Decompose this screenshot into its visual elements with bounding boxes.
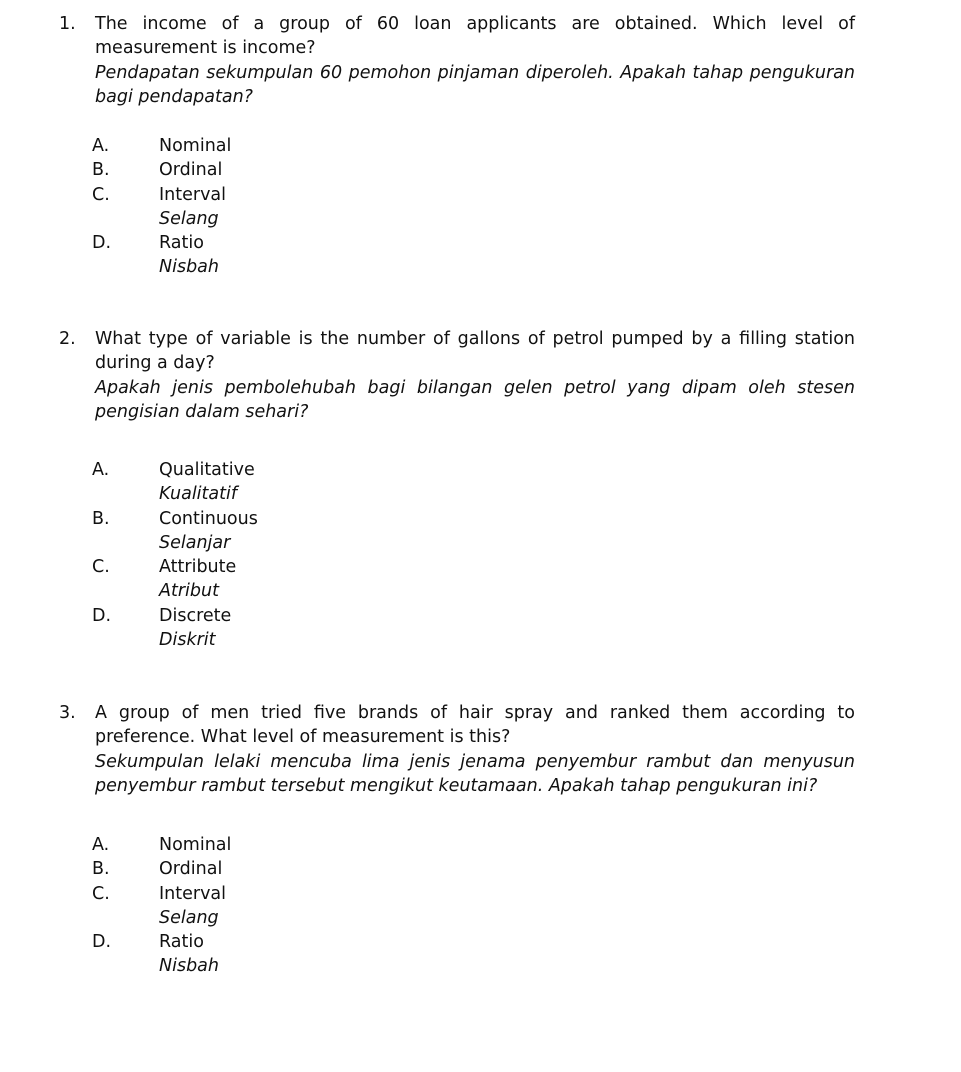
question-number: 3. bbox=[59, 703, 76, 723]
option-label: Ratio bbox=[159, 932, 204, 953]
option-d-translation bbox=[0, 954, 961, 978]
option-c-translation bbox=[0, 906, 961, 930]
option-label-malay: Diskrit bbox=[159, 630, 216, 651]
option-label: Nominal bbox=[159, 136, 232, 156]
options-q3 bbox=[0, 833, 961, 979]
question-text-english: The income of a group of 60 loan applicants are obtained. Which level of measurement is income? bbox=[95, 14, 855, 59]
option-b-translation bbox=[0, 531, 961, 555]
option-label-malay: Selanjar bbox=[159, 532, 231, 553]
option-label-malay: Nisbah bbox=[159, 956, 219, 977]
option-letter: C. bbox=[92, 557, 110, 578]
option-label: Ordinal bbox=[159, 160, 223, 181]
option-d-translation bbox=[0, 255, 961, 279]
option-a[interactable] bbox=[0, 458, 961, 482]
option-c-translation bbox=[0, 579, 961, 603]
question-text-english: A group of men tried five brands of hair spray and ranked them according to preference. What level of measurement is this? bbox=[95, 703, 855, 748]
option-label: Continuous bbox=[159, 508, 258, 529]
option-a[interactable] bbox=[0, 134, 961, 158]
option-c-translation bbox=[0, 207, 961, 231]
option-b[interactable] bbox=[0, 158, 961, 182]
options-q1 bbox=[0, 134, 961, 280]
option-letter: D. bbox=[92, 605, 112, 626]
option-label-malay: Atribut bbox=[159, 581, 219, 602]
option-label: Discrete bbox=[159, 605, 232, 626]
option-label: Attribute bbox=[159, 557, 237, 578]
option-c[interactable] bbox=[0, 882, 961, 906]
question-number: 1. bbox=[59, 14, 76, 34]
option-letter: B. bbox=[92, 859, 110, 880]
question-text-malay: Pendapatan sekumpulan 60 pemohon pinjaman diperoleh. Apakah tahap pengukuran bagi pendapatan? bbox=[95, 62, 855, 107]
option-d[interactable] bbox=[0, 604, 961, 628]
question-text bbox=[95, 327, 855, 424]
question-text bbox=[95, 701, 855, 798]
option-letter: D. bbox=[92, 233, 112, 254]
question-text bbox=[95, 12, 855, 109]
option-d[interactable] bbox=[0, 930, 961, 954]
option-letter: A. bbox=[92, 835, 110, 855]
option-label: Ratio bbox=[159, 233, 204, 254]
option-label: Interval bbox=[159, 184, 227, 205]
option-label-malay: Selang bbox=[159, 907, 219, 928]
option-letter: B. bbox=[92, 160, 110, 181]
option-d-translation bbox=[0, 628, 961, 652]
option-c[interactable] bbox=[0, 555, 961, 579]
question-text-malay: Apakah jenis pembolehubah bagi bilangan gelen petrol yang dipam oleh stesen pengisian dalam sehari? bbox=[95, 377, 855, 422]
option-b[interactable] bbox=[0, 507, 961, 531]
option-label-malay: Nisbah bbox=[159, 257, 219, 278]
option-a[interactable] bbox=[0, 833, 961, 857]
option-letter: A. bbox=[92, 136, 110, 156]
option-a-translation bbox=[0, 482, 961, 506]
question-number: 2. bbox=[59, 329, 76, 349]
option-label: Qualitative bbox=[159, 460, 255, 480]
option-letter: C. bbox=[92, 184, 110, 205]
question-text-malay: Sekumpulan lelaki mencuba lima jenis jenama penyembur rambut dan menyusun penyembur rambut tersebut mengikut keutamaan. Apakah tahap pengukuran ini? bbox=[95, 751, 855, 796]
option-label-malay: Kualitatif bbox=[159, 484, 238, 505]
option-c[interactable] bbox=[0, 183, 961, 207]
option-label: Ordinal bbox=[159, 859, 223, 880]
option-letter: B. bbox=[92, 508, 110, 529]
options-q2 bbox=[0, 458, 961, 652]
option-label: Nominal bbox=[159, 835, 232, 855]
option-letter: C. bbox=[92, 883, 110, 904]
option-letter: D. bbox=[92, 932, 112, 953]
option-label-malay: Selang bbox=[159, 208, 219, 229]
option-label: Interval bbox=[159, 883, 227, 904]
option-b[interactable] bbox=[0, 857, 961, 881]
question-text-english: What type of variable is the number of gallons of petrol pumped by a filling station during a day? bbox=[95, 329, 855, 374]
option-d[interactable] bbox=[0, 231, 961, 255]
option-letter: A. bbox=[92, 460, 110, 480]
